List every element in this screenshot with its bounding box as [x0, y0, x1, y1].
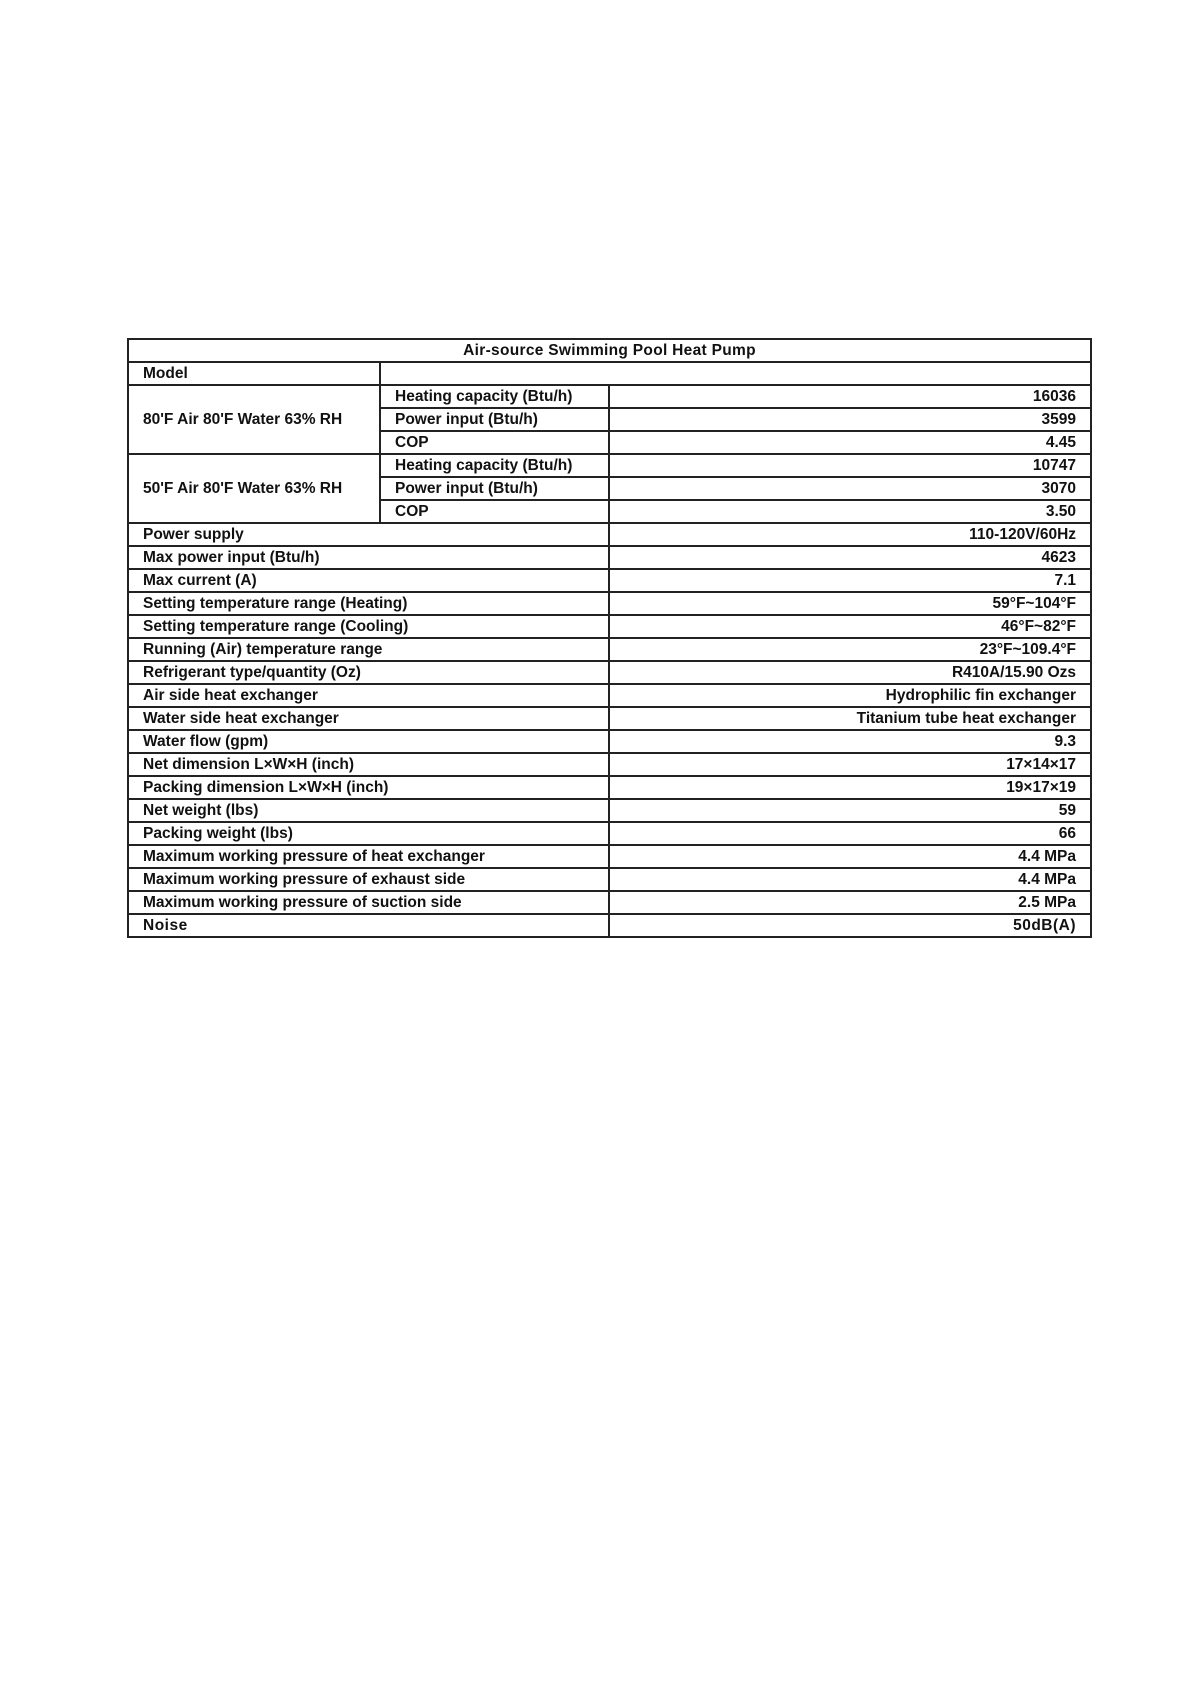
title-row	[128, 339, 1091, 362]
sub-label: COP	[380, 500, 609, 523]
sub-value: 3599	[609, 408, 1091, 431]
table-row	[128, 914, 1091, 937]
spec-value: 59	[609, 799, 1091, 822]
table-title: Air-source Swimming Pool Heat Pump	[128, 339, 1091, 362]
spec-value: 9.3	[609, 730, 1091, 753]
table-row	[128, 454, 1091, 477]
spec-value: 110-120V/60Hz	[609, 523, 1091, 546]
condition-label: 50'F Air 80'F Water 63% RH	[128, 454, 380, 523]
sub-value: 3.50	[609, 500, 1091, 523]
table-row	[128, 523, 1091, 546]
spec-label: Power supply	[128, 523, 609, 546]
spec-value: 66	[609, 822, 1091, 845]
spec-value: 7.1	[609, 569, 1091, 592]
spec-label: Maximum working pressure of heat exchanger	[128, 845, 609, 868]
spec-label: Setting temperature range (Cooling)	[128, 615, 609, 638]
spec-value: 50dB(A)	[609, 914, 1091, 937]
sub-label: Heating capacity (Btu/h)	[380, 385, 609, 408]
table-row	[128, 730, 1091, 753]
table-row	[128, 822, 1091, 845]
table-row	[128, 799, 1091, 822]
spec-table	[127, 338, 1092, 938]
spec-value: 19×17×19	[609, 776, 1091, 799]
sub-value: 3070	[609, 477, 1091, 500]
spec-value: Titanium tube heat exchanger	[609, 707, 1091, 730]
spec-value: 23°F~109.4°F	[609, 638, 1091, 661]
spec-label: Net weight (lbs)	[128, 799, 609, 822]
spec-sheet	[127, 338, 1090, 938]
spec-value: R410A/15.90 Ozs	[609, 661, 1091, 684]
sub-value: 4.45	[609, 431, 1091, 454]
table-row	[128, 868, 1091, 891]
spec-label: Packing dimension L×W×H (inch)	[128, 776, 609, 799]
table-row	[128, 753, 1091, 776]
sub-label: Power input (Btu/h)	[380, 477, 609, 500]
spec-label: Water side heat exchanger	[128, 707, 609, 730]
spec-value: 2.5 MPa	[609, 891, 1091, 914]
table-row	[128, 592, 1091, 615]
spec-label: Water flow (gpm)	[128, 730, 609, 753]
spec-label: Maximum working pressure of suction side	[128, 891, 609, 914]
model-row	[128, 362, 1091, 385]
table-row	[128, 845, 1091, 868]
spec-label: Noise	[128, 914, 609, 937]
sub-label: COP	[380, 431, 609, 454]
spec-label: Running (Air) temperature range	[128, 638, 609, 661]
table-row	[128, 546, 1091, 569]
sub-value: 10747	[609, 454, 1091, 477]
spec-label: Net dimension L×W×H (inch)	[128, 753, 609, 776]
table-row	[128, 615, 1091, 638]
table-row	[128, 385, 1091, 408]
spec-label: Max current (A)	[128, 569, 609, 592]
spec-label: Setting temperature range (Heating)	[128, 592, 609, 615]
sub-label: Heating capacity (Btu/h)	[380, 454, 609, 477]
spec-value: 59°F~104°F	[609, 592, 1091, 615]
table-row	[128, 569, 1091, 592]
spec-label: Air side heat exchanger	[128, 684, 609, 707]
table-row	[128, 776, 1091, 799]
spec-label: Refrigerant type/quantity (Oz)	[128, 661, 609, 684]
table-row	[128, 891, 1091, 914]
spec-value: 17×14×17	[609, 753, 1091, 776]
spec-value: 4.4 MPa	[609, 845, 1091, 868]
spec-value: 4.4 MPa	[609, 868, 1091, 891]
spec-label: Max power input (Btu/h)	[128, 546, 609, 569]
model-label: Model	[128, 362, 380, 385]
spec-value: Hydrophilic fin exchanger	[609, 684, 1091, 707]
condition-label: 80'F Air 80'F Water 63% RH	[128, 385, 380, 454]
model-value	[380, 362, 1091, 385]
table-row	[128, 684, 1091, 707]
sub-value: 16036	[609, 385, 1091, 408]
table-row	[128, 638, 1091, 661]
table-row	[128, 707, 1091, 730]
spec-label: Packing weight (lbs)	[128, 822, 609, 845]
sub-label: Power input (Btu/h)	[380, 408, 609, 431]
spec-value: 46°F~82°F	[609, 615, 1091, 638]
table-row	[128, 661, 1091, 684]
spec-label: Maximum working pressure of exhaust side	[128, 868, 609, 891]
spec-value: 4623	[609, 546, 1091, 569]
